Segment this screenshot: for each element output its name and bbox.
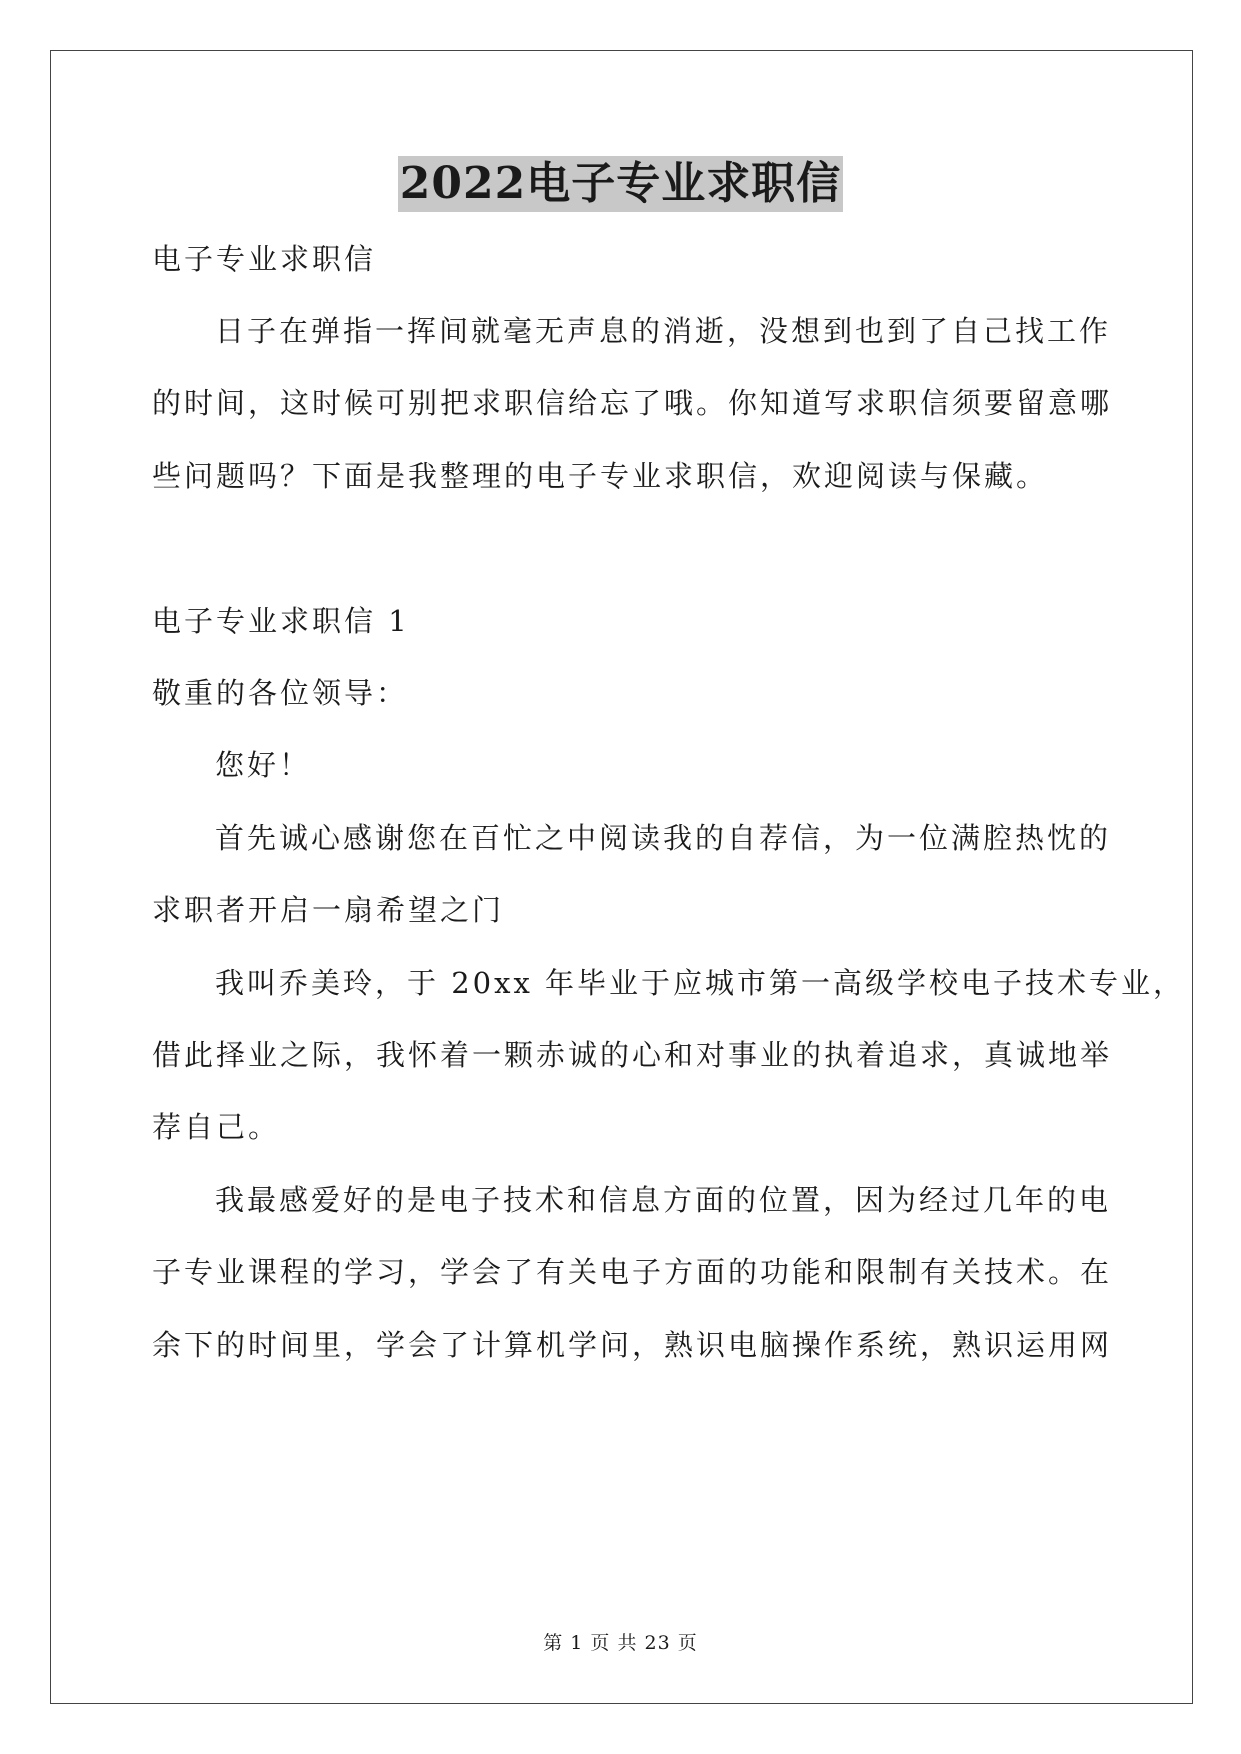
paragraph-line: 子专业课程的学习，学会了有关电子方面的功能和限制有关技术。在 — [152, 1255, 1113, 1289]
title-wrap — [0, 156, 1241, 212]
section-heading: 电子专业求职信 — [152, 242, 377, 276]
paragraph-line: 我叫乔美玲，于 20xx 年毕业于应城市第一高级学校电子技术专业， — [215, 966, 1186, 1000]
paragraph-line: 求职者开启一扇希望之门 — [152, 893, 505, 927]
page-number-footer: 第 1 页 共 23 页 — [543, 1632, 698, 1654]
paragraph-line: 的时间，这时候可别把求职信给忘了哦。你知道写求职信须要留意哪 — [152, 386, 1113, 420]
paragraph-line: 日子在弹指一挥间就毫无声息的消逝，没想到也到了自己找工作 — [215, 314, 1112, 348]
paragraph-line: 借此择业之际，我怀着一颗赤诚的心和对事业的执着追求，真诚地举 — [152, 1038, 1113, 1072]
document-title: 2022电子专业求职信 — [398, 156, 843, 212]
paragraph-line: 首先诚心感谢您在百忙之中阅读我的自荐信，为一位满腔热忱的 — [215, 821, 1112, 855]
paragraph-line: 荐自己。 — [152, 1110, 281, 1144]
paragraph-line: 我最感爱好的是电子技术和信息方面的位置，因为经过几年的电 — [215, 1183, 1112, 1217]
paragraph-line: 些问题吗？下面是我整理的电子专业求职信，欢迎阅读与保藏。 — [152, 459, 1049, 493]
paragraph-line: 余下的时间里，学会了计算机学问，熟识电脑操作系统，熟识运用网 — [152, 1328, 1113, 1362]
page-border — [50, 50, 1193, 1704]
letter-heading: 电子专业求职信 1 — [152, 604, 410, 638]
greeting: 您好！ — [215, 748, 312, 782]
salutation: 敬重的各位领导： — [152, 676, 409, 710]
